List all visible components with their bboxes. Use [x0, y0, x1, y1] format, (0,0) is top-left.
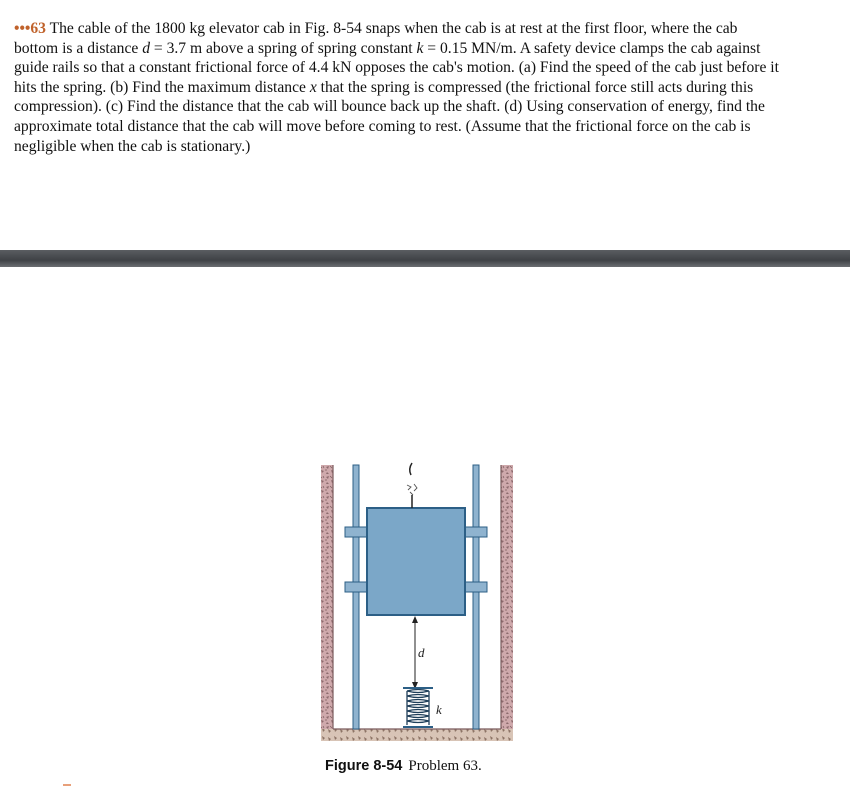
right-wall — [501, 465, 513, 741]
label-d: d — [418, 645, 425, 660]
problem-text: The cable of the 1800 kg elevator cab in Fig. 8-54 snaps when the cab is at rest at the first floor, where the cab bottom is a distance d = 3.7 m above a spring of spring constant k = 0.15 MN/m. A safety device clamps the cab against guide rails so that a constant frictional force of 4.4 kN opposes the cab's motion. (a) Find the speed of the cab just before it hits the spring. (b) Find the maximum distance x that the spring is compressed (the frictional force still acts during this compression). (c) Find the distance that the cab will bounce back up the shaft. (d) Using conservation of energy, find the approximate total distance that the cab will move before coming to rest. (Assume that the frictional force on the cab is negligible when the cab is stationary.) — [14, 20, 779, 155]
elevator-figure — [315, 455, 520, 760]
clamp-right-bottom — [465, 582, 487, 592]
figure-caption — [325, 758, 585, 775]
clamp-left-bottom — [345, 582, 367, 592]
page-divider — [0, 250, 850, 267]
left-wall — [321, 465, 333, 741]
problem-63 — [14, 19, 784, 156]
figure-description: Problem 63. — [408, 758, 482, 774]
page-edge-mark — [63, 784, 71, 786]
problem-number: •••63 — [14, 20, 46, 37]
spring — [407, 690, 429, 726]
elevator-cab — [367, 508, 465, 615]
clamp-left-top — [345, 527, 367, 537]
left-guide-rail — [353, 465, 359, 729]
figure-label: Figure 8-54 — [325, 758, 403, 774]
shaft-floor — [321, 729, 513, 741]
right-guide-rail — [473, 465, 479, 729]
label-k: k — [436, 702, 442, 717]
cable-break-strands — [407, 484, 417, 495]
cable-top-end — [410, 463, 412, 475]
clamp-right-top — [465, 527, 487, 537]
elevator-diagram — [315, 455, 520, 760]
